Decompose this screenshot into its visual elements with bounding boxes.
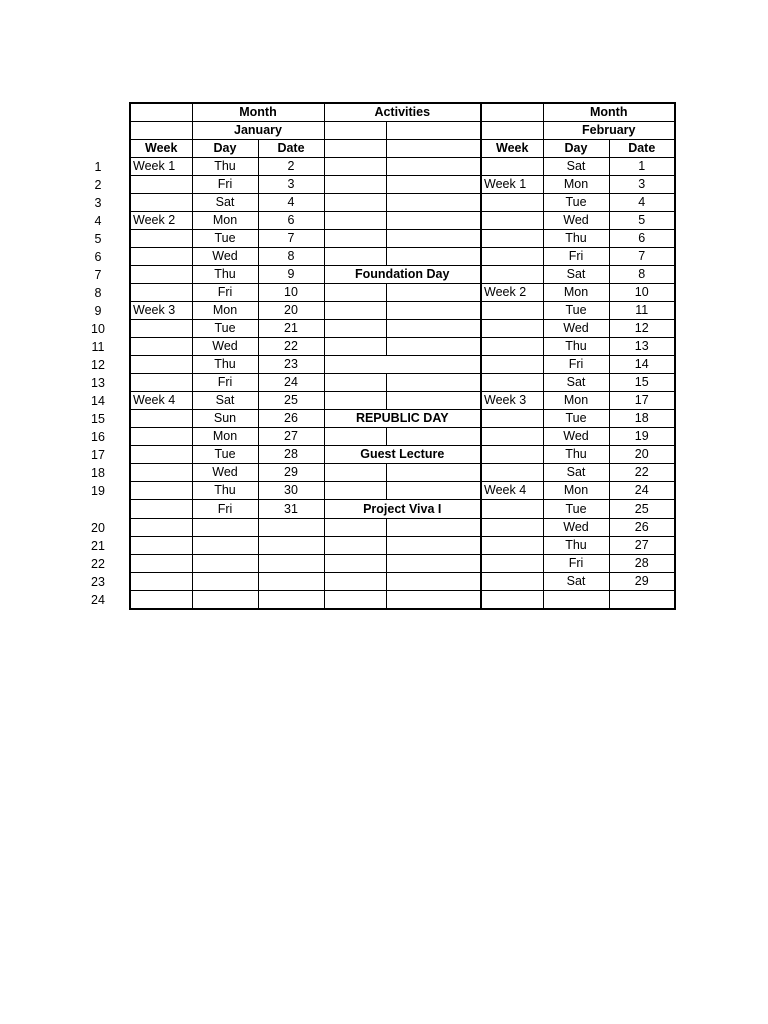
february-week-cell: [481, 248, 543, 266]
february-week-cell: [481, 410, 543, 428]
january-date-cell: [258, 519, 324, 537]
activity-cell-b: [386, 158, 481, 176]
february-day-cell: Tue: [543, 194, 609, 212]
february-week-cell: [481, 500, 543, 519]
january-date-cell: 10: [258, 284, 324, 302]
row-number: 15: [91, 411, 105, 426]
january-date-cell: [258, 555, 324, 573]
day-header-left: Day: [192, 140, 258, 158]
january-week-cell: [130, 446, 192, 464]
january-week-cell: [130, 194, 192, 212]
february-date-cell: 18: [609, 410, 675, 428]
february-date-cell: 29: [609, 573, 675, 591]
activity-cell-a: [324, 482, 386, 500]
activity-cell: Project Viva I: [324, 500, 481, 519]
activity-cell-b: [386, 338, 481, 356]
february-week-cell: [481, 356, 543, 374]
row-number: 10: [91, 321, 105, 336]
february-date-cell: 5: [609, 212, 675, 230]
january-day-cell: Mon: [192, 428, 258, 446]
activity-cell-b: [386, 302, 481, 320]
activity-cell-b: [386, 537, 481, 555]
february-week-cell: [481, 230, 543, 248]
february-date-cell: 6: [609, 230, 675, 248]
activity-cell-b: [386, 212, 481, 230]
month-header-right: Month: [543, 103, 675, 122]
activity-cell-a: [324, 248, 386, 266]
february-day-cell: [543, 591, 609, 610]
january-day-cell: Wed: [192, 338, 258, 356]
january-date-cell: 22: [258, 338, 324, 356]
february-date-cell: 15: [609, 374, 675, 392]
january-date-cell: 27: [258, 428, 324, 446]
activity-cell-a: [324, 537, 386, 555]
february-week-cell: Week 4: [481, 482, 543, 500]
january-day-cell: [192, 537, 258, 555]
header-row-columns: [130, 140, 675, 158]
january-week-cell: [130, 537, 192, 555]
january-week-cell: [130, 338, 192, 356]
january-day-cell: Sat: [192, 392, 258, 410]
february-day-cell: Thu: [543, 446, 609, 464]
header-row-month-name: [130, 122, 675, 140]
february-week-cell: [481, 320, 543, 338]
activity-cell: REPUBLIC DAY: [324, 410, 481, 428]
february-day-cell: Mon: [543, 392, 609, 410]
february-day-cell: Sat: [543, 464, 609, 482]
table-row: [130, 428, 675, 446]
activity-cell: Guest Lecture: [324, 446, 481, 464]
january-day-cell: Wed: [192, 248, 258, 266]
february-day-cell: Wed: [543, 320, 609, 338]
activity-cell-a: [324, 392, 386, 410]
january-week-cell: [130, 555, 192, 573]
activity-cell-b: [386, 482, 481, 500]
table-row: [130, 573, 675, 591]
date-header-left: Date: [258, 140, 324, 158]
row-number: 22: [91, 556, 105, 571]
february-date-cell: 19: [609, 428, 675, 446]
january-date-cell: 4: [258, 194, 324, 212]
january-date-cell: 2: [258, 158, 324, 176]
row-number: 12: [91, 357, 105, 372]
table-row: [130, 158, 675, 176]
january-day-cell: [192, 591, 258, 610]
row-number: 21: [91, 538, 105, 553]
activity-cell-a: [324, 212, 386, 230]
february-date-cell: 13: [609, 338, 675, 356]
january-day-cell: Wed: [192, 464, 258, 482]
january-date-cell: 7: [258, 230, 324, 248]
activity-cell-a: [324, 591, 386, 610]
january-week-cell: [130, 320, 192, 338]
february-day-cell: Sat: [543, 266, 609, 284]
february-date-cell: 28: [609, 555, 675, 573]
table-row: [130, 374, 675, 392]
activity-cell-a: [324, 320, 386, 338]
january-week-cell: [130, 500, 192, 519]
table-row: [130, 230, 675, 248]
table-row: [130, 500, 675, 519]
january-week-cell: [130, 374, 192, 392]
row-number: 20: [91, 520, 105, 535]
activity-cell-a: [324, 374, 386, 392]
january-week-cell: [130, 591, 192, 610]
activity-cell-b: [386, 320, 481, 338]
row-number: 7: [94, 267, 102, 282]
table-row: [130, 555, 675, 573]
row-number: 11: [91, 339, 105, 354]
january-day-cell: Thu: [192, 482, 258, 500]
january-date-cell: 20: [258, 302, 324, 320]
day-header-right: Day: [543, 140, 609, 158]
february-week-cell: Week 3: [481, 392, 543, 410]
january-day-cell: Tue: [192, 230, 258, 248]
february-week-cell: [481, 266, 543, 284]
january-week-cell: [130, 464, 192, 482]
february-week-cell: [481, 446, 543, 464]
february-day-cell: Tue: [543, 410, 609, 428]
table-row: [130, 519, 675, 537]
february-week-cell: [481, 428, 543, 446]
february-date-cell: 20: [609, 446, 675, 464]
activity-cell-b: [386, 374, 481, 392]
table-row: [130, 410, 675, 428]
february-date-cell: 26: [609, 519, 675, 537]
row-number: 4: [94, 213, 102, 228]
activity-cell-a: [324, 519, 386, 537]
table-row: [130, 356, 675, 374]
january-week-cell: [130, 428, 192, 446]
february-day-cell: Fri: [543, 555, 609, 573]
february-day-cell: Wed: [543, 212, 609, 230]
february-day-cell: Fri: [543, 248, 609, 266]
january-day-cell: Thu: [192, 266, 258, 284]
february-week-cell: [481, 302, 543, 320]
row-number: 16: [91, 429, 105, 444]
january-day-cell: [192, 519, 258, 537]
february-day-cell: Wed: [543, 519, 609, 537]
january-date-cell: 30: [258, 482, 324, 500]
january-date-cell: 29: [258, 464, 324, 482]
february-date-cell: 3: [609, 176, 675, 194]
row-number: 6: [94, 249, 102, 264]
table-row: [130, 302, 675, 320]
february-day-cell: Sat: [543, 374, 609, 392]
january-date-cell: 3: [258, 176, 324, 194]
month-name-january: January: [192, 122, 324, 140]
activity-cell-a: [324, 284, 386, 302]
activity-cell-b: [386, 591, 481, 610]
week-header-right: Week: [481, 140, 543, 158]
activity-cell-b: [386, 248, 481, 266]
january-week-cell: [130, 573, 192, 591]
january-date-cell: 23: [258, 356, 324, 374]
january-day-cell: Thu: [192, 158, 258, 176]
table-row: [130, 194, 675, 212]
table-row: [130, 482, 675, 500]
january-week-cell: [130, 410, 192, 428]
activity-cell-b: [386, 194, 481, 212]
february-day-cell: Fri: [543, 356, 609, 374]
activity-cell-b: [386, 555, 481, 573]
row-number: 2: [94, 177, 102, 192]
january-date-cell: 31: [258, 500, 324, 519]
row-number: 17: [91, 447, 105, 462]
activity-cell-b: [386, 428, 481, 446]
february-date-cell: 25: [609, 500, 675, 519]
january-day-cell: Tue: [192, 446, 258, 464]
week-header-left: Week: [130, 140, 192, 158]
january-week-cell: [130, 519, 192, 537]
row-number: 9: [94, 303, 102, 318]
february-week-cell: [481, 537, 543, 555]
table-row: [130, 338, 675, 356]
row-number: 8: [94, 285, 102, 300]
february-week-cell: [481, 464, 543, 482]
table-row: [130, 537, 675, 555]
january-week-cell: Week 4: [130, 392, 192, 410]
row-number: 18: [91, 465, 105, 480]
january-week-cell: [130, 284, 192, 302]
february-week-cell: Week 2: [481, 284, 543, 302]
january-date-cell: 26: [258, 410, 324, 428]
january-day-cell: Sun: [192, 410, 258, 428]
february-day-cell: Thu: [543, 230, 609, 248]
january-week-cell: [130, 176, 192, 194]
activity-cell-a: [324, 555, 386, 573]
calendar-table: [129, 102, 676, 610]
february-week-cell: [481, 591, 543, 610]
february-day-cell: Tue: [543, 302, 609, 320]
row-number: 19: [91, 483, 105, 498]
february-week-cell: [481, 338, 543, 356]
february-date-cell: 12: [609, 320, 675, 338]
february-week-cell: Week 1: [481, 176, 543, 194]
table-row: [130, 176, 675, 194]
february-day-cell: Mon: [543, 176, 609, 194]
january-day-cell: Tue: [192, 320, 258, 338]
january-week-cell: [130, 230, 192, 248]
activity-cell-a: [324, 573, 386, 591]
activity-cell-a: [324, 176, 386, 194]
header-row-month: [130, 103, 675, 122]
activity-cell-a: [324, 158, 386, 176]
february-date-cell: [609, 591, 675, 610]
january-day-cell: Fri: [192, 374, 258, 392]
february-day-cell: Mon: [543, 284, 609, 302]
february-date-cell: 7: [609, 248, 675, 266]
january-week-cell: Week 3: [130, 302, 192, 320]
january-date-cell: 9: [258, 266, 324, 284]
january-week-cell: Week 1: [130, 158, 192, 176]
january-date-cell: 25: [258, 392, 324, 410]
january-date-cell: [258, 591, 324, 610]
january-day-cell: [192, 573, 258, 591]
activity-cell-a: [324, 464, 386, 482]
february-day-cell: Thu: [543, 537, 609, 555]
february-week-cell: [481, 573, 543, 591]
february-week-cell: [481, 194, 543, 212]
february-date-cell: 10: [609, 284, 675, 302]
january-day-cell: Sat: [192, 194, 258, 212]
january-day-cell: Mon: [192, 302, 258, 320]
row-number: 5: [94, 231, 102, 246]
january-day-cell: Fri: [192, 284, 258, 302]
february-date-cell: 8: [609, 266, 675, 284]
activity-cell-b: [386, 519, 481, 537]
february-day-cell: Thu: [543, 338, 609, 356]
row-number: 3: [94, 195, 102, 210]
table-row: [130, 212, 675, 230]
february-day-cell: Tue: [543, 500, 609, 519]
date-header-right: Date: [609, 140, 675, 158]
activity-cell-b: [386, 392, 481, 410]
january-week-cell: [130, 356, 192, 374]
row-number: 14: [91, 393, 105, 408]
table-row: [130, 320, 675, 338]
february-day-cell: Mon: [543, 482, 609, 500]
january-day-cell: Mon: [192, 212, 258, 230]
february-day-cell: Sat: [543, 158, 609, 176]
january-date-cell: 6: [258, 212, 324, 230]
january-date-cell: [258, 537, 324, 555]
activity-cell-a: [324, 338, 386, 356]
january-date-cell: 24: [258, 374, 324, 392]
february-date-cell: 27: [609, 537, 675, 555]
february-week-cell: [481, 212, 543, 230]
table-row: [130, 266, 675, 284]
row-number: 13: [91, 375, 105, 390]
table-row: [130, 248, 675, 266]
table-row: [130, 591, 675, 610]
february-week-cell: [481, 555, 543, 573]
month-name-february: February: [543, 122, 675, 140]
activity-cell-b: [386, 573, 481, 591]
activity-cell-b: [386, 230, 481, 248]
february-date-cell: 17: [609, 392, 675, 410]
activity-cell-b: [386, 464, 481, 482]
table-row: [130, 284, 675, 302]
february-date-cell: 4: [609, 194, 675, 212]
activity-cell: [324, 356, 481, 374]
table-row: [130, 392, 675, 410]
february-date-cell: 11: [609, 302, 675, 320]
february-day-cell: Wed: [543, 428, 609, 446]
february-date-cell: 14: [609, 356, 675, 374]
february-date-cell: 22: [609, 464, 675, 482]
january-day-cell: [192, 555, 258, 573]
activity-cell-a: [324, 194, 386, 212]
row-number: 24: [91, 592, 105, 607]
row-number: 1: [94, 159, 102, 174]
activity-cell-a: [324, 428, 386, 446]
february-date-cell: 24: [609, 482, 675, 500]
january-day-cell: Fri: [192, 500, 258, 519]
activity-cell-b: [386, 284, 481, 302]
february-day-cell: Sat: [543, 573, 609, 591]
activities-header: Activities: [324, 103, 481, 122]
activity-cell-a: [324, 302, 386, 320]
table-row: [130, 446, 675, 464]
january-week-cell: [130, 266, 192, 284]
table-row: [130, 464, 675, 482]
january-week-cell: Week 2: [130, 212, 192, 230]
january-date-cell: 21: [258, 320, 324, 338]
january-day-cell: Thu: [192, 356, 258, 374]
activity-cell-b: [386, 176, 481, 194]
activity-cell-a: [324, 230, 386, 248]
february-week-cell: [481, 158, 543, 176]
january-day-cell: Fri: [192, 176, 258, 194]
february-week-cell: [481, 519, 543, 537]
january-week-cell: [130, 248, 192, 266]
january-date-cell: [258, 573, 324, 591]
month-header-left: Month: [192, 103, 324, 122]
january-week-cell: [130, 482, 192, 500]
january-date-cell: 28: [258, 446, 324, 464]
row-number: 23: [91, 574, 105, 589]
february-week-cell: [481, 374, 543, 392]
january-date-cell: 8: [258, 248, 324, 266]
february-date-cell: 1: [609, 158, 675, 176]
activity-cell: Foundation Day: [324, 266, 481, 284]
